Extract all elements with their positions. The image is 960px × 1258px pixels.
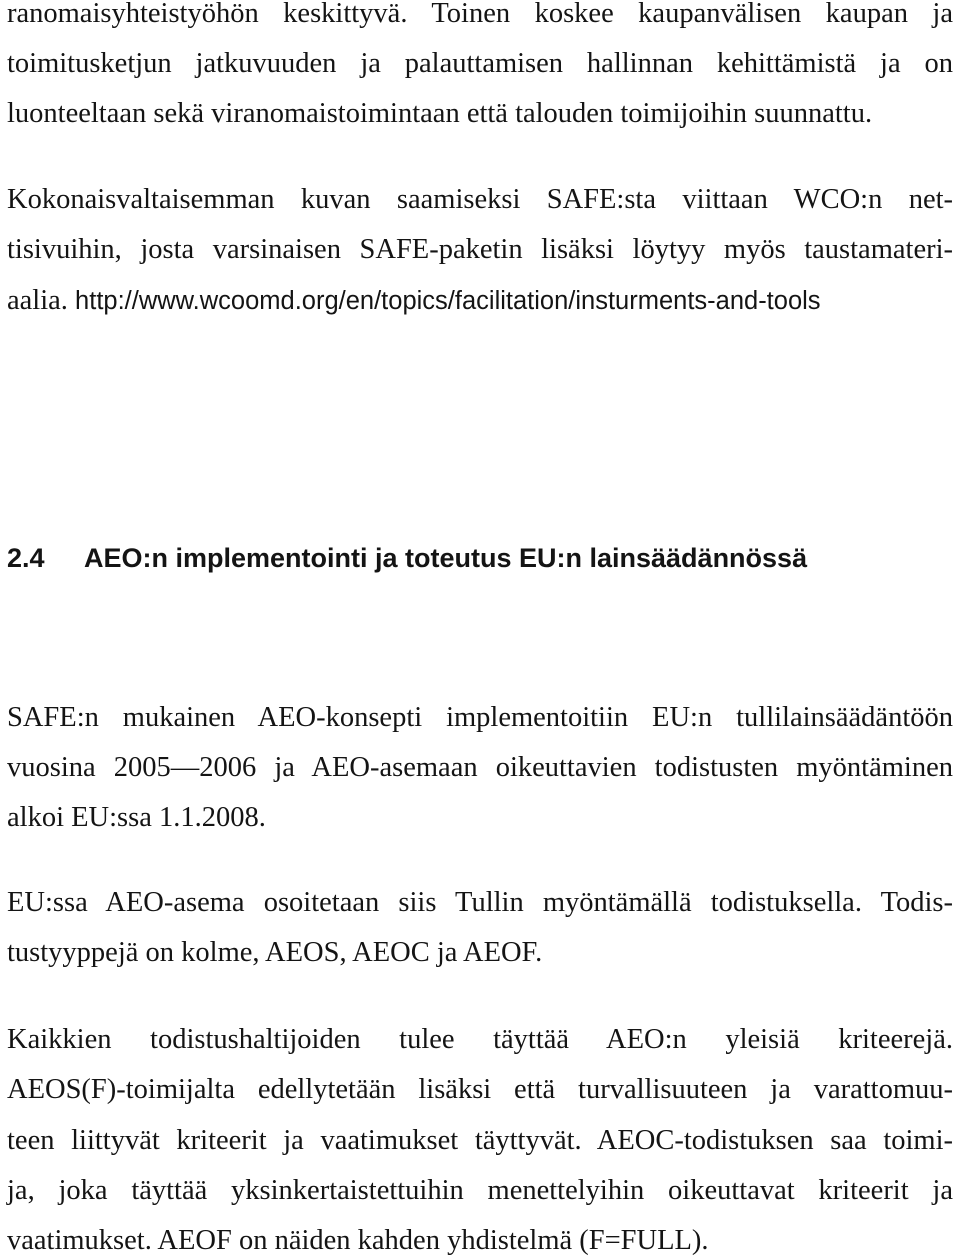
wco-website-link[interactable]: http://www.wcoomd.org/en/topics/facilitation/insturments-and-tools — [75, 287, 821, 315]
text-line — [7, 284, 821, 318]
text-line: vaatimukset. AEOF on näiden kahden yhdistelmä (F=FULL). — [7, 1225, 709, 1256]
text-line: Kokonaisvaltaisemman kuvan saamiseksi SAFE:sta viittaan WCO:n net- — [7, 184, 953, 215]
text-line: teen liittyvät kriteerit ja vaatimukset täyttyvät. AEOC-todistuksen saa toimi- — [7, 1125, 953, 1156]
text-line: EU:ssa AEO-asema osoitetaan siis Tullin myöntämällä todistuksella. Todis- — [7, 887, 953, 918]
text-line: toimitusketjun jatkuvuuden ja palauttamisen hallinnan kehittämistä ja on — [7, 48, 953, 79]
text-line: luonteeltaan sekä viranomaistoimintaan että talouden toimijoihin suunnattu. — [7, 98, 873, 129]
text-line: AEOS(F)-toimijalta edellytetään lisäksi että turvallisuuteen ja varattomuu- — [7, 1074, 953, 1105]
text-line: Kaikkien todistushaltijoiden tulee täyttää AEO:n yleisiä kriteerejä. — [7, 1024, 953, 1055]
text-line: tisivuihin, josta varsinaisen SAFE-paketin lisäksi löytyy myös taustamateri- — [7, 234, 953, 265]
section-heading — [7, 540, 807, 576]
text-line: SAFE:n mukainen AEO-konsepti implementoitiin EU:n tullilainsäädäntöön — [7, 702, 953, 733]
text-line: ranomaisyhteistyöhön keskittyvä. Toinen koskee kaupanvälisen kaupan ja — [7, 0, 953, 29]
section-number: 2.4 — [7, 543, 45, 573]
section-title: AEO:n implementointi ja toteutus EU:n lainsäädännössä — [84, 543, 808, 573]
text-fragment: aalia. — [7, 285, 76, 316]
text-line: vuosina 2005—2006 ja AEO-asemaan oikeuttavien todistusten myöntäminen — [7, 752, 953, 783]
text-line: tustyyppejä on kolme, AEOS, AEOC ja AEOF. — [7, 937, 543, 968]
text-line: ja, joka täyttää yksinkertaistettuihin menettelyihin oikeuttavat kriteerit ja — [7, 1175, 953, 1206]
text-line: alkoi EU:ssa 1.1.2008. — [7, 802, 266, 833]
